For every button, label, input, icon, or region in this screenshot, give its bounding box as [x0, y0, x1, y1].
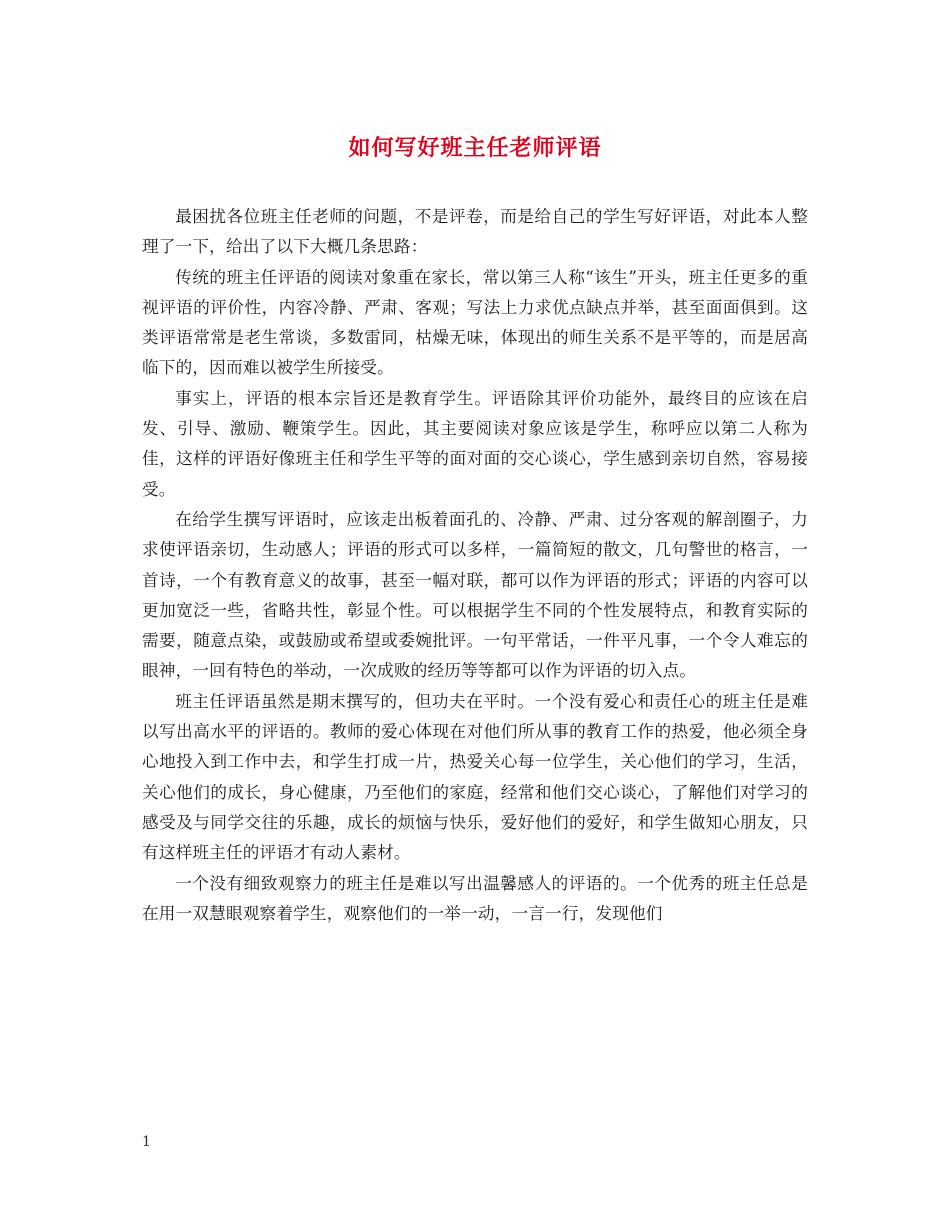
document-title: 如何写好班主任老师评语 — [348, 135, 602, 161]
paragraph-1: 最困扰各位班主任老师的问题，不是评卷，而是给自己的学生写好评语，对此本人整理了一下，给出了以下大概几条思路： — [142, 207, 808, 257]
paragraph-4: 在给学生撰写评语时，应该走出板着面孔的、冷静、严肃、过分客观的解剖圈子，力求使评语亲切，生动感人；评语的形式可以多样，一篇简短的散文，几句警世的格言，一首诗，一个有教育意义的故事，甚至一幅对联，都可以作为评语的形式；评语的内容可以更加宽泛一些，省略共性，彰显个性。可以根据学生不同的个性发展特点，和教育实际的需要，随意点染，或鼓励或希望或委婉批评。一句平常话，一件平凡事，一个令人难忘的眼神，一回有特色的举动，一次成败的经历等等都可以作为评语的切入点。 — [142, 509, 808, 681]
paragraph-2: 传统的班主任评语的阅读对象重在家长，常以第三人称“该生”开头，班主任更多的重视评语的评价性，内容冷静、严肃、客观；写法上力求优点缺点并举，甚至面面俱到。这类评语常常是老生常谈，多数雷同，枯燥无味，体现出的师生关系不是平等的，而是居高临下的，因而难以被学生所接受。 — [142, 267, 808, 378]
page-number: 1 — [142, 1134, 151, 1150]
document-body — [142, 202, 808, 929]
paragraph-6: 一个没有细致观察力的班主任是难以写出温馨感人的评语的。一个优秀的班主任总是在用一双慧眼观察着学生，观察他们的一举一动，一言一行，发现他们 — [142, 873, 808, 923]
paragraph-3: 事实上，评语的根本宗旨还是教育学生。评语除其评价功能外，最终目的应该在启发、引导、激励、鞭策学生。因此，其主要阅读对象应该是学生，称呼应以第二人称为佳，这样的评语好像班主任和学生平等的面对面的交心谈心，学生感到亲切自然，容易接受。 — [142, 388, 808, 499]
paragraph-5: 班主任评语虽然是期末撰写的，但功夫在平时。一个没有爱心和责任心的班主任是难以写出高水平的评语的。教师的爱心体现在对他们所从事的教育工作的热爱，他必须全身心地投入到工作中去，和学生打成一片，热爱关心每一位学生，关心他们的学习，生活，关心他们的成长，身心健康，乃至他们的家庭，经常和他们交心谈心，了解他们对学习的感受及与同学交往的乐趣，成长的烦恼与快乐，爱好他们的爱好，和学生做知心朋友，只有这样班主任的评语才有动人素材。 — [142, 691, 808, 863]
